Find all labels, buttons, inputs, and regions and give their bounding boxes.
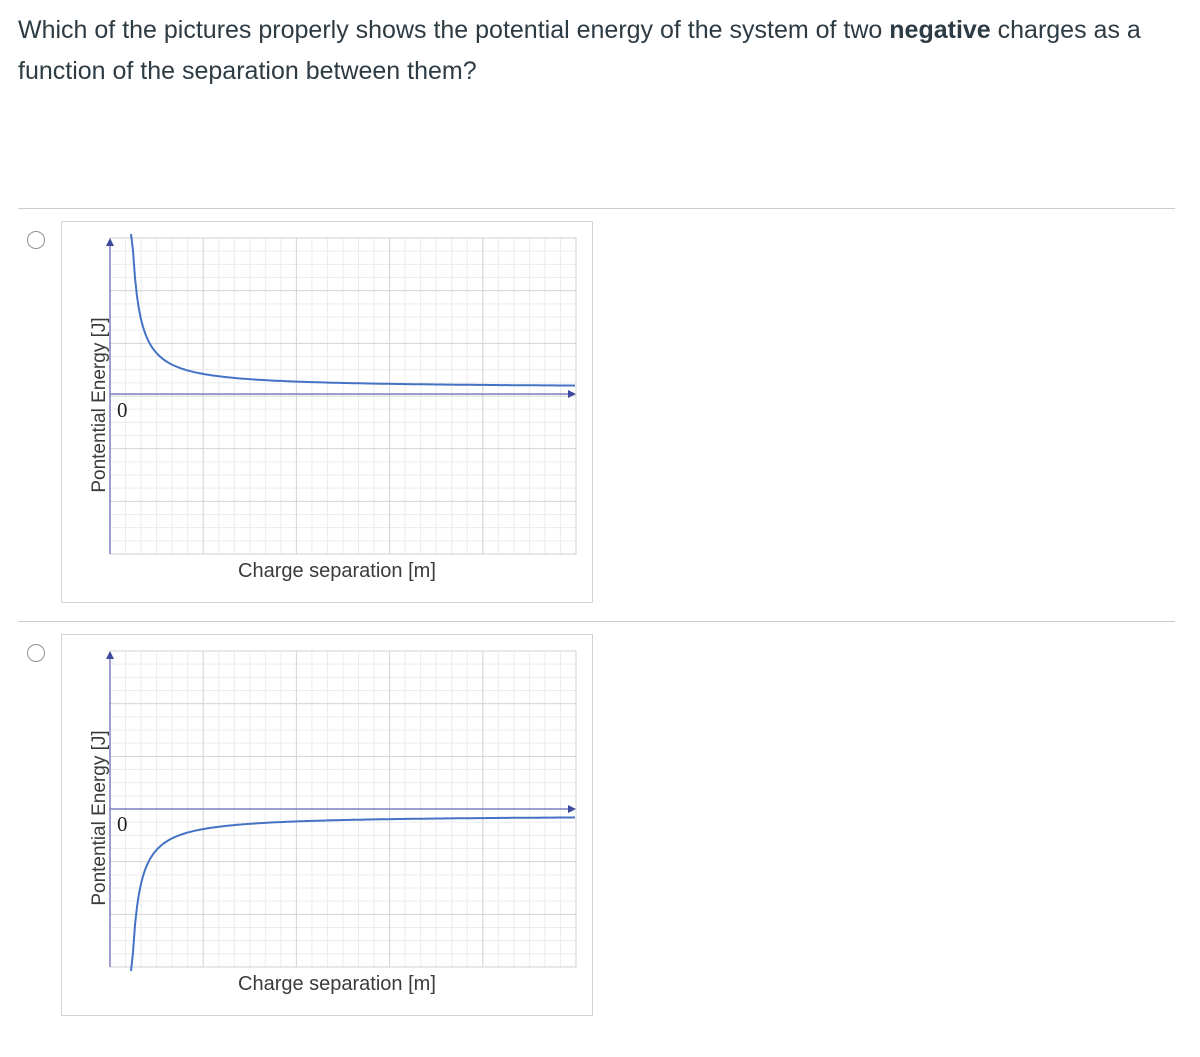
y-axis-arrow: [106, 651, 114, 659]
potential-energy-curve: [131, 817, 575, 971]
option-divider-1: [18, 208, 1175, 209]
option-1-zero-tick-label: 0: [117, 398, 128, 422]
x-axis-arrow: [568, 805, 576, 813]
option-1-chart-svg: [62, 222, 594, 604]
option-divider-2: [18, 621, 1175, 622]
question-bold-word: negative: [889, 16, 991, 44]
x-axis-arrow: [568, 390, 576, 398]
option-1-chart: [61, 221, 593, 603]
option-1-y-axis-label: Pontential Energy [J]: [89, 317, 110, 493]
option-2-y-axis-label: Pontential Energy [J]: [89, 730, 110, 906]
question-text-end: charges as a function of the separation between them?: [18, 16, 1141, 85]
option-2-radio[interactable]: [27, 644, 45, 662]
question-text: [18, 10, 1178, 92]
option-2-chart-svg: [62, 635, 594, 1017]
option-1-radio[interactable]: [27, 231, 45, 249]
option-2-zero-tick-label: 0: [117, 812, 128, 836]
potential-energy-curve: [131, 234, 575, 386]
option-2-x-axis-label: Charge separation [m]: [238, 973, 436, 995]
option-2-chart: [61, 634, 593, 1016]
question-text-start: Which of the pictures properly shows the potential energy of the system of two: [18, 16, 890, 44]
option-1-x-axis-label: Charge separation [m]: [238, 560, 436, 582]
y-axis-arrow: [106, 238, 114, 246]
